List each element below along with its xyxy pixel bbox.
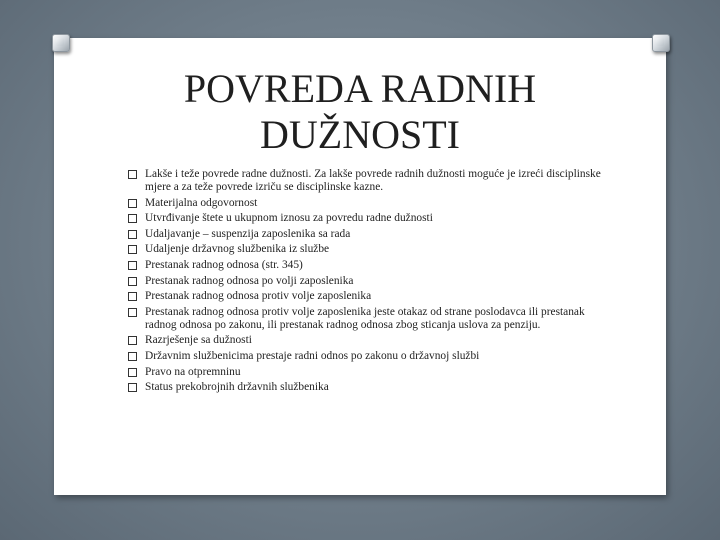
list-item (128, 259, 606, 272)
slide-title (54, 66, 666, 158)
square-bullet-icon (128, 277, 137, 286)
list-item (128, 381, 606, 394)
list-item (128, 290, 606, 303)
square-bullet-icon (128, 199, 137, 208)
list-item-text: Prestanak radnog odnosa protiv volje zaposlenika (145, 290, 372, 303)
pin-left-icon (52, 34, 70, 52)
list-item-text: Državnim službenicima prestaje radni odnos po zakonu o državnoj službi (145, 349, 480, 362)
square-bullet-icon (128, 336, 137, 345)
list-item-text: Udaljavanje – suspenzija zaposlenika sa rada (145, 227, 351, 240)
square-bullet-icon (128, 245, 137, 254)
pin-right-icon (652, 34, 670, 52)
list-item-text: Razrješenje sa dužnosti (145, 334, 252, 347)
list-item (128, 366, 606, 379)
square-bullet-icon (128, 292, 137, 301)
square-bullet-icon (128, 352, 137, 361)
list-item (128, 275, 606, 288)
slide-title-line2: DUŽNOSTI (260, 112, 460, 157)
square-bullet-icon (128, 368, 137, 377)
bullet-list (128, 168, 606, 397)
list-item-text: Prestanak radnog odnosa (str. 345) (145, 258, 303, 271)
list-item-text: Lakše i teže povrede radne dužnosti. Za lakše povrede radnih dužnosti moguće je izreći disciplinske mjere a za teže povrede izriču se disciplinske kazne. (145, 168, 601, 193)
square-bullet-icon (128, 383, 137, 392)
list-item-text: Status prekobrojnih državnih službenika (145, 381, 329, 394)
list-item-text: Utvrđivanje štete u ukupnom iznosu za povredu radne dužnosti (145, 212, 433, 225)
list-item-text: Prestanak radnog odnosa po volji zaposlenika (145, 274, 354, 287)
list-item (128, 228, 606, 241)
square-bullet-icon (128, 308, 137, 317)
square-bullet-icon (128, 230, 137, 239)
square-bullet-icon (128, 214, 137, 223)
list-item (128, 212, 606, 225)
list-item-text: Prestanak radnog odnosa protiv volje zaposlenika jeste otakaz od strane poslodavca ili prestanak radnog odnosa po zakonu, ili prestanak radnog odnosa zbog sticanja uslova za penziju. (145, 305, 585, 331)
list-item (128, 350, 606, 363)
list-item-text: Materijalna odgovornost (145, 196, 258, 209)
list-item (128, 197, 606, 210)
list-item (128, 243, 606, 256)
square-bullet-icon (128, 170, 137, 179)
list-item (128, 168, 606, 194)
list-item-text: Pravo na otpremninu (145, 365, 241, 378)
list-item (128, 334, 606, 347)
slide-title-line1: POVREDA RADNIH (183, 66, 537, 111)
square-bullet-icon (128, 261, 137, 270)
list-item (128, 306, 606, 332)
list-item-text: Udaljenje državnog službenika iz službe (145, 243, 330, 256)
